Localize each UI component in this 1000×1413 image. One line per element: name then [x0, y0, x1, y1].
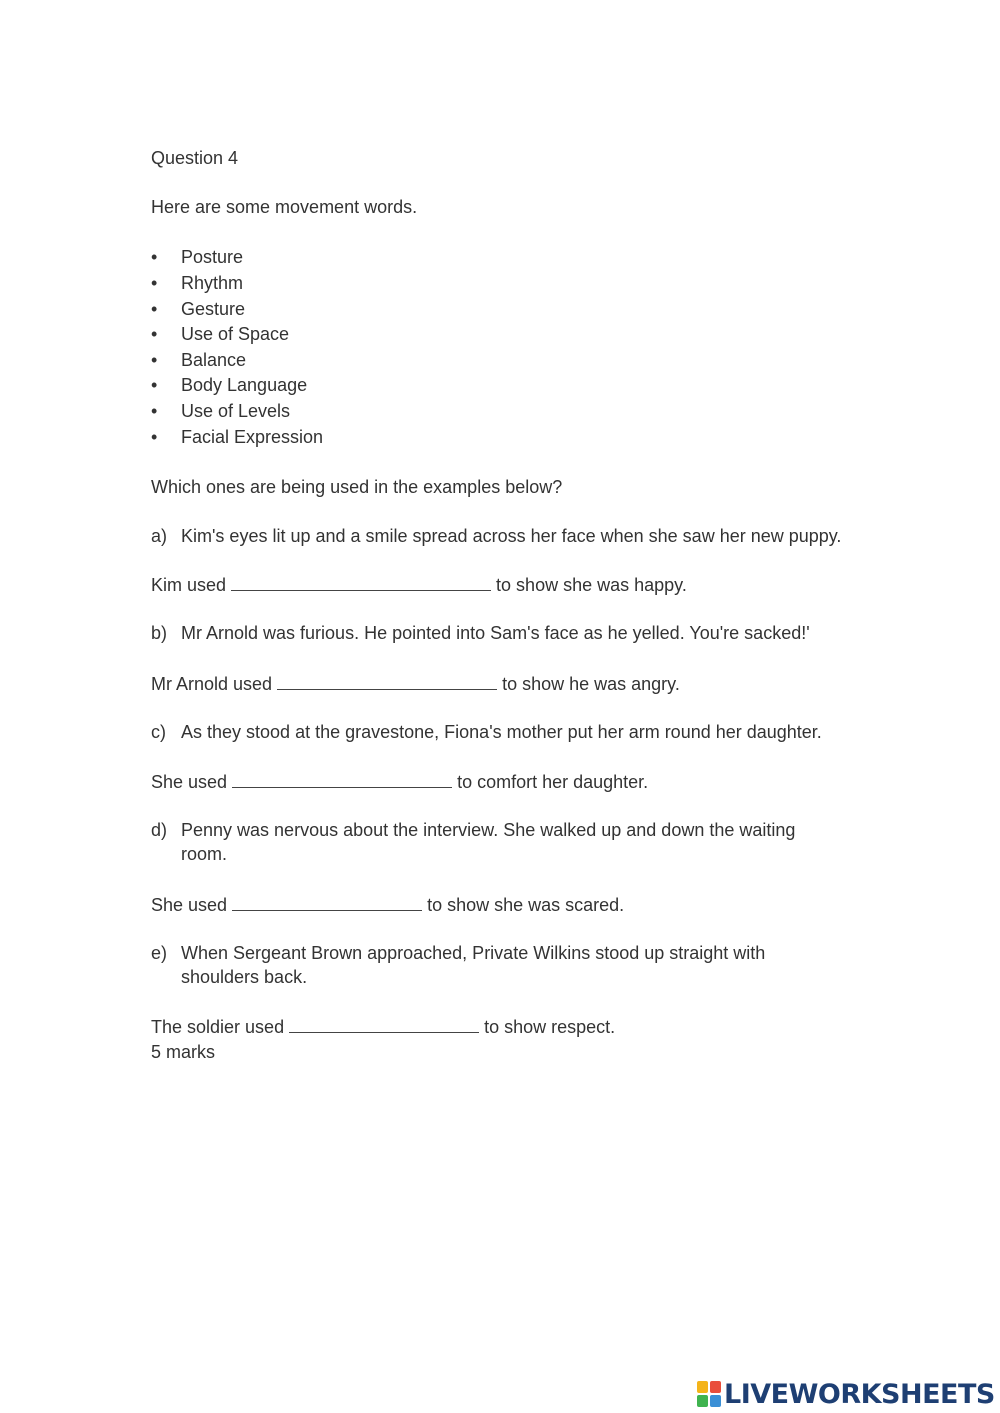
movement-word: Facial Expression: [181, 427, 324, 447]
answer-blank-b[interactable]: [277, 671, 497, 690]
movement-word: Rhythm: [181, 273, 244, 293]
answer-prefix: She used: [151, 772, 228, 792]
bullet-icon: •: [151, 401, 158, 421]
answer-prefix: She used: [151, 895, 228, 915]
question-text: Mr Arnold was furious. He pointed into Sam's face as he yelled. You're sacked!': [181, 623, 810, 643]
question-title: Question 4: [151, 148, 239, 168]
answer-suffix: to show she was scared.: [427, 895, 625, 915]
question-letter: e): [151, 943, 168, 963]
movement-word: Use of Levels: [181, 401, 291, 421]
answer-line-a: [151, 572, 687, 597]
question-text: Kim's eyes lit up and a smile spread across her face when she saw her new puppy.: [181, 526, 842, 546]
logo-text: LIVEWORKSHEETS: [724, 1378, 995, 1410]
answer-line-b: [151, 671, 680, 696]
movement-word: Body Language: [181, 375, 308, 395]
question-text: Penny was nervous about the interview. She walked up and down the waiting room.: [181, 820, 796, 864]
question-text: As they stood at the gravestone, Fiona's mother put her arm round her daughter.: [181, 722, 822, 742]
answer-blank-a[interactable]: [231, 572, 491, 591]
bullet-icon: •: [151, 299, 158, 319]
movement-word: Gesture: [181, 299, 246, 319]
logo-square-icon: [710, 1395, 721, 1407]
question-text: When Sergeant Brown approached, Private Wilkins stood up straight with shoulders back.: [181, 943, 766, 987]
bullet-icon: •: [151, 273, 158, 293]
answer-blank-e[interactable]: [289, 1014, 479, 1033]
bullet-icon: •: [151, 427, 158, 447]
answer-prefix: Kim used: [151, 575, 227, 595]
answer-line-d: [151, 892, 624, 917]
bullet-icon: •: [151, 247, 158, 267]
marks-label: 5 marks: [151, 1042, 216, 1062]
answer-prefix: The soldier used: [151, 1017, 285, 1037]
prompt-text: Which ones are being used in the examples below?: [151, 477, 563, 497]
logo-square-icon: [710, 1381, 721, 1393]
answer-blank-c[interactable]: [232, 769, 452, 788]
question-letter: c): [151, 722, 166, 742]
answer-line-e: [151, 1014, 615, 1039]
answer-suffix: to comfort her daughter.: [457, 772, 649, 792]
bullet-icon: •: [151, 350, 158, 370]
movement-word: Balance: [181, 350, 247, 370]
liveworksheets-logo: [697, 1378, 995, 1410]
logo-mark-icon: [697, 1381, 721, 1407]
answer-line-c: [151, 769, 648, 794]
answer-blank-d[interactable]: [232, 892, 422, 911]
movement-word: Posture: [181, 247, 244, 267]
bullet-icon: •: [151, 324, 158, 344]
answer-suffix: to show respect.: [484, 1017, 616, 1037]
answer-prefix: Mr Arnold used: [151, 674, 273, 694]
answer-suffix: to show he was angry.: [502, 674, 680, 694]
question-letter: a): [151, 526, 168, 546]
intro-text: Here are some movement words.: [151, 197, 418, 217]
question-letter: d): [151, 820, 168, 840]
logo-square-icon: [697, 1395, 708, 1407]
answer-suffix: to show she was happy.: [496, 575, 687, 595]
movement-word: Use of Space: [181, 324, 290, 344]
bullet-icon: •: [151, 375, 158, 395]
logo-square-icon: [697, 1381, 708, 1393]
question-letter: b): [151, 623, 168, 643]
